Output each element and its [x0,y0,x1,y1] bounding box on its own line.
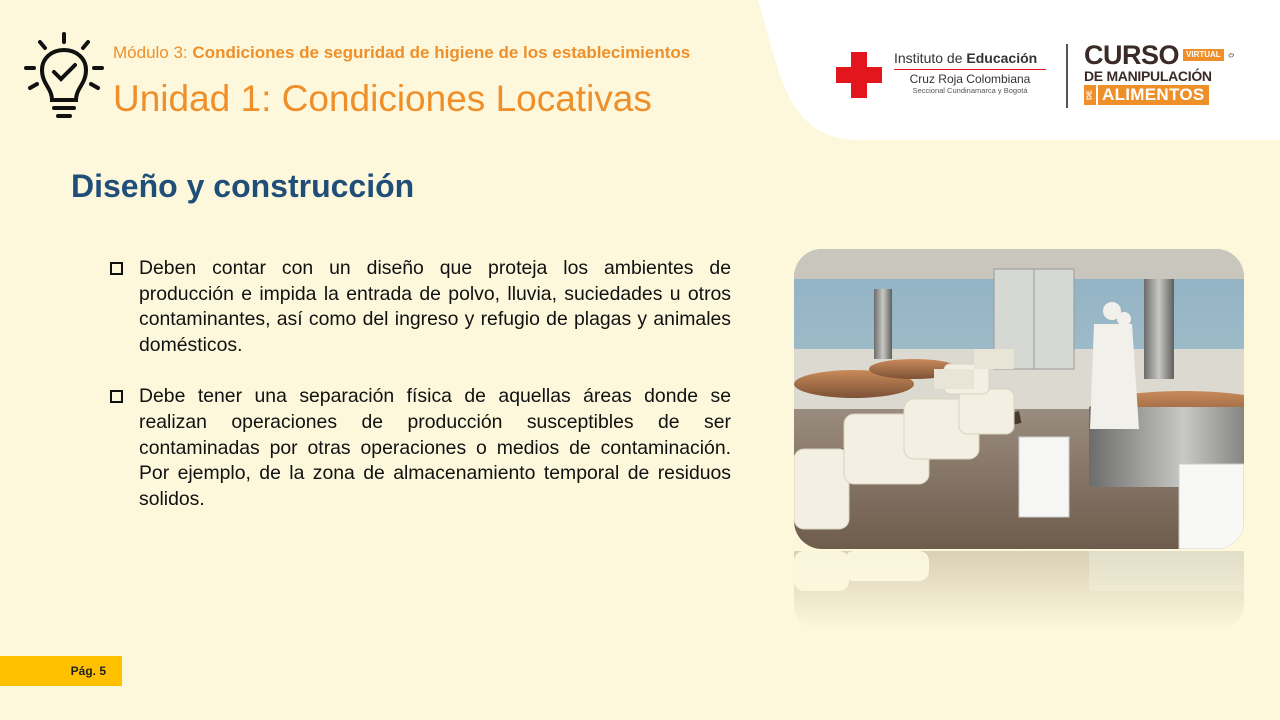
course-de: DE [1084,85,1096,105]
module-title [113,43,690,63]
course-virtual-badge: VIRTUAL [1183,49,1224,61]
section-title: Diseño y construcción [71,168,415,204]
lightbulb-check-icon [22,32,106,122]
logo-divider [1066,44,1068,108]
page-number: Pág. 5 [70,664,106,678]
page-number-tag [0,656,122,686]
pointing-hand-icon [1228,48,1234,62]
institute-name-a: Instituto de [894,50,963,66]
red-cross-logo [836,52,882,98]
course-word: CURSO [1084,40,1180,70]
bullet-item [110,384,732,512]
bullet-list [110,256,732,538]
photo-reflection [794,551,1244,631]
course-logo [1084,42,1234,105]
logos-area [830,40,1240,112]
bullet-item [110,256,732,358]
checkbox-bullet-icon [110,262,123,275]
checkbox-bullet-icon [110,390,123,403]
institute-logo-text [894,50,1046,95]
module-name: Condiciones de seguridad de higiene de los establecimientos [192,43,691,62]
bullet-text: Deben contar con un diseño que proteja los ambientes de producción e impida la entrada de polvo, lluvia, suciedades u otros contaminantes, así como del ingreso y refugio de plagas y animales domésticos. [139,257,731,356]
course-line2: DE MANIPULACIÓN [1084,68,1212,84]
unit-title: Unidad 1: Condiciones Locativas [113,78,652,119]
module-prefix: Módulo 3: [113,43,188,62]
institute-section: Seccional Cundinamarca y Bogotá [912,86,1028,95]
course-line3: ALIMENTOS [1098,85,1209,105]
bullet-text: Debe tener una separación física de aquellas áreas donde se realizan operaciones de producción susceptibles de ser contaminadas por otras operaciones o medios de contaminación. Por ejemplo, de la zona de almacenamiento temporal de residuos solidos. [139,385,731,510]
institute-org: Cruz Roja Colombiana [909,72,1031,86]
institute-name-b: Educación [966,50,1038,66]
cheese-factory-photo [794,249,1244,549]
